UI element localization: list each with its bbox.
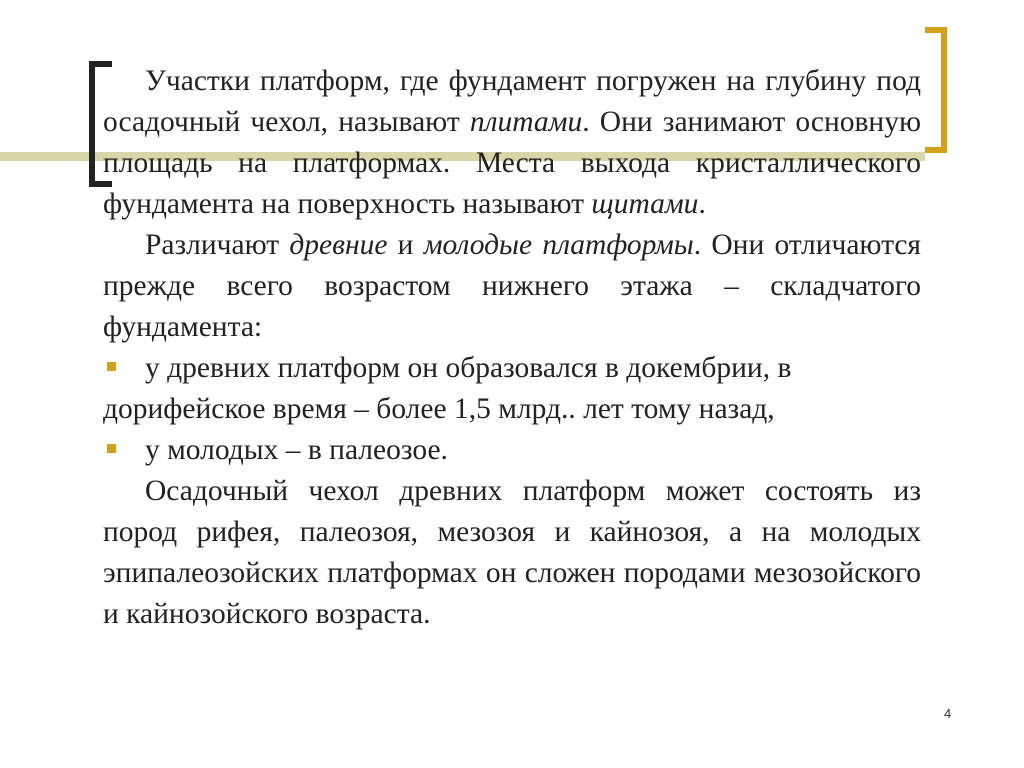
term-ancient: древние — [289, 229, 388, 261]
term-young-platforms: молодые платформы — [423, 229, 694, 261]
bullet-text: у древних платформ он образовался в докембрии, в — [145, 352, 792, 384]
square-bullet-icon — [107, 362, 116, 371]
right-bracket-decoration — [925, 27, 947, 153]
page-number: 4 — [944, 706, 952, 721]
bullet-text: у молодых – в палеозое. — [145, 434, 448, 466]
paragraph-platform-types — [103, 225, 921, 348]
bullet-item-ancient — [103, 348, 921, 430]
paragraph-text: Различают — [145, 229, 290, 261]
term-plates: плитами — [469, 106, 583, 138]
square-bullet-icon — [107, 444, 116, 453]
paragraph-text: . Они занимают основную площадь на платформах. Места выхода кристаллического фундамента на поверхность называют — [103, 106, 921, 220]
term-shields: щитами — [591, 188, 699, 220]
slide-body — [103, 61, 921, 635]
paragraph-text: Участки платформ, где фундамент погружен на глубину под осадочный чехол, называют — [103, 65, 921, 138]
paragraph-text: . Они отличаются прежде всего возрастом нижнего этажа – складчатого фундамента: — [103, 229, 921, 343]
paragraph-text: и — [387, 229, 424, 261]
bullet-item-young — [103, 430, 921, 471]
paragraph-plates-shields — [103, 61, 921, 225]
bullet-text-continued: дорифейское время – более 1,5 млрд.. лет тому назад, — [103, 393, 775, 425]
paragraph-sedimentary-cover: Осадочный чехол древних платформ может состоять из пород рифея, палеозоя, мезозоя и кайнозоя, а на молодых эпипалеозойских платформах он сложен породами мезозойского и кайнозойского возраста. — [103, 475, 921, 630]
paragraph-text: . — [698, 188, 706, 220]
